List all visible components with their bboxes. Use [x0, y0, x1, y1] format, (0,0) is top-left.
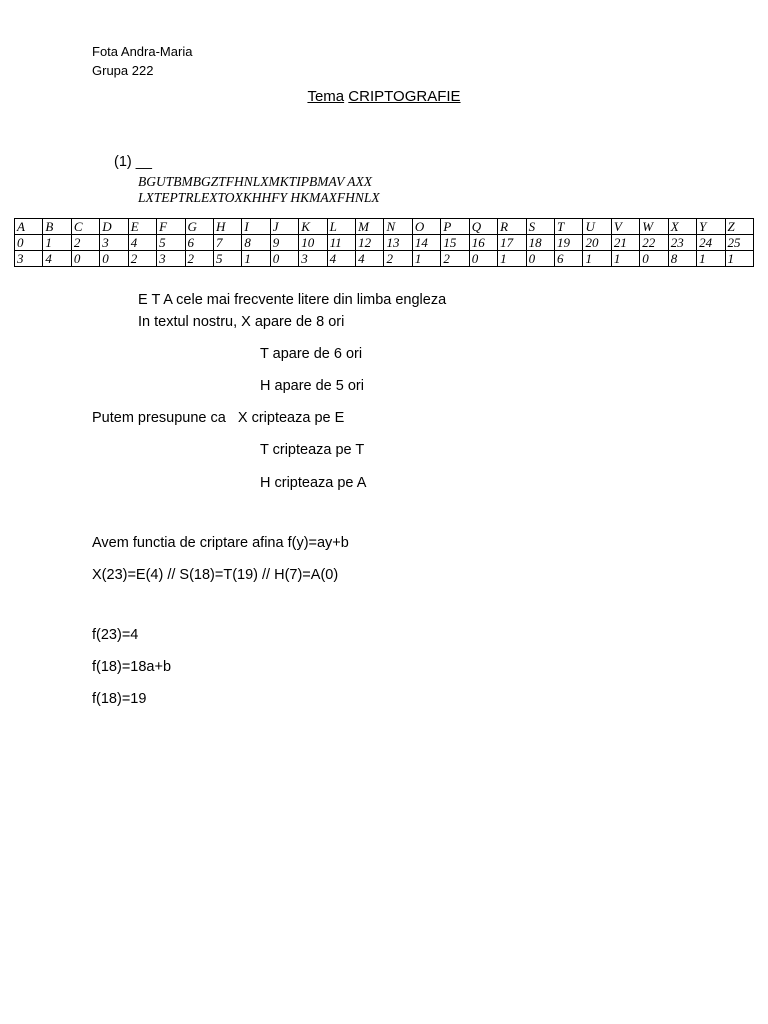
count-cell: 2: [384, 251, 412, 267]
analysis-line-3: T apare de 6 ori: [260, 346, 363, 362]
author-name: Fota Andra-Maria: [92, 44, 193, 59]
analysis-line-9: X(23)=E(4) // S(18)=T(19) // H(7)=A(0): [92, 567, 339, 583]
analysis-line-6: T cripteaza pe T: [260, 442, 365, 458]
index-cell: 1: [43, 235, 71, 251]
index-cell: 15: [441, 235, 469, 251]
letter-cell: R: [498, 219, 526, 235]
letter-cell: N: [384, 219, 412, 235]
count-cell: 0: [270, 251, 298, 267]
analysis-line-1: E T A cele mai frecvente litere din limba engleza: [138, 292, 447, 308]
count-cell: 1: [611, 251, 639, 267]
count-cell: 1: [242, 251, 270, 267]
letter-cell: V: [611, 219, 639, 235]
count-cell: 8: [668, 251, 696, 267]
letter-cell: L: [327, 219, 355, 235]
count-cell: 5: [213, 251, 241, 267]
index-cell: 13: [384, 235, 412, 251]
count-cell: 1: [697, 251, 725, 267]
count-cell: 4: [327, 251, 355, 267]
analysis-line-2: In textul nostru, X apare de 8 ori: [138, 314, 345, 330]
index-cell: 3: [100, 235, 128, 251]
letter-cell: S: [526, 219, 554, 235]
count-cell: 1: [498, 251, 526, 267]
index-cell: 10: [299, 235, 327, 251]
index-cell: 25: [725, 235, 753, 251]
letter-cell: U: [583, 219, 611, 235]
analysis-line-12: f(18)=19: [92, 691, 147, 707]
title-main: CRIPTOGRAFIE: [348, 88, 461, 105]
count-cell: 0: [526, 251, 554, 267]
index-cell: 0: [15, 235, 43, 251]
letter-cell: I: [242, 219, 270, 235]
counts-row: [15, 251, 754, 267]
index-cell: 20: [583, 235, 611, 251]
letter-cell: K: [299, 219, 327, 235]
count-cell: 0: [100, 251, 128, 267]
count-cell: 3: [299, 251, 327, 267]
index-cell: 24: [697, 235, 725, 251]
letter-cell: P: [441, 219, 469, 235]
count-cell: 2: [128, 251, 156, 267]
analysis-line-11: f(18)=18a+b: [92, 659, 172, 675]
count-cell: 2: [441, 251, 469, 267]
count-cell: 0: [469, 251, 497, 267]
index-cell: 22: [640, 235, 668, 251]
count-cell: 6: [555, 251, 583, 267]
count-cell: 4: [43, 251, 71, 267]
letter-cell: D: [100, 219, 128, 235]
count-cell: 1: [412, 251, 440, 267]
letter-cell: T: [555, 219, 583, 235]
frequency-table: [14, 218, 754, 267]
index-cell: 23: [668, 235, 696, 251]
analysis-line-5: Putem presupune ca X cripteaza pe E: [92, 410, 345, 426]
letter-cell: A: [15, 219, 43, 235]
ciphertext-line-2: LXTEPTRLEXTOXKHHFY HKMAXFHNLX: [138, 190, 380, 205]
letter-cell: M: [356, 219, 384, 235]
index-cell: 12: [356, 235, 384, 251]
page-title: [0, 89, 768, 105]
index-cell: 7: [213, 235, 241, 251]
letters-row: [15, 219, 754, 235]
count-cell: 4: [356, 251, 384, 267]
index-cell: 19: [555, 235, 583, 251]
index-cell: 9: [270, 235, 298, 251]
letter-cell: B: [43, 219, 71, 235]
count-cell: 1: [583, 251, 611, 267]
count-cell: 2: [185, 251, 213, 267]
index-cell: 6: [185, 235, 213, 251]
index-cell: 2: [71, 235, 99, 251]
letter-cell: G: [185, 219, 213, 235]
count-cell: 3: [15, 251, 43, 267]
letter-cell: O: [412, 219, 440, 235]
letter-cell: Z: [725, 219, 753, 235]
letter-cell: E: [128, 219, 156, 235]
letter-cell: Q: [469, 219, 497, 235]
letter-cell: W: [640, 219, 668, 235]
index-cell: 16: [469, 235, 497, 251]
index-cell: 8: [242, 235, 270, 251]
index-cell: 4: [128, 235, 156, 251]
index-cell: 21: [611, 235, 639, 251]
count-cell: 3: [157, 251, 185, 267]
count-cell: 0: [71, 251, 99, 267]
letter-cell: X: [668, 219, 696, 235]
letter-cell: Y: [697, 219, 725, 235]
index-cell: 18: [526, 235, 554, 251]
count-cell: 0: [640, 251, 668, 267]
index-cell: 11: [327, 235, 355, 251]
analysis-line-8: Avem functia de criptare afina f(y)=ay+b: [92, 535, 349, 551]
letter-cell: C: [71, 219, 99, 235]
exercise-number: (1) __: [114, 154, 152, 170]
index-cell: 5: [157, 235, 185, 251]
group-label: Grupa 222: [92, 63, 154, 78]
letter-cell: H: [213, 219, 241, 235]
analysis-line-10: f(23)=4: [92, 627, 139, 643]
letter-cell: F: [157, 219, 185, 235]
indices-row: [15, 235, 754, 251]
letter-cell: J: [270, 219, 298, 235]
title-prefix: Tema: [307, 88, 345, 105]
index-cell: 17: [498, 235, 526, 251]
ciphertext-line-1: BGUTBMBGZTFHNLXMKTIPBMAV AXX: [138, 174, 372, 189]
analysis-line-7: H cripteaza pe A: [260, 475, 367, 491]
count-cell: 1: [725, 251, 753, 267]
analysis-line-4: H apare de 5 ori: [260, 378, 364, 394]
index-cell: 14: [412, 235, 440, 251]
